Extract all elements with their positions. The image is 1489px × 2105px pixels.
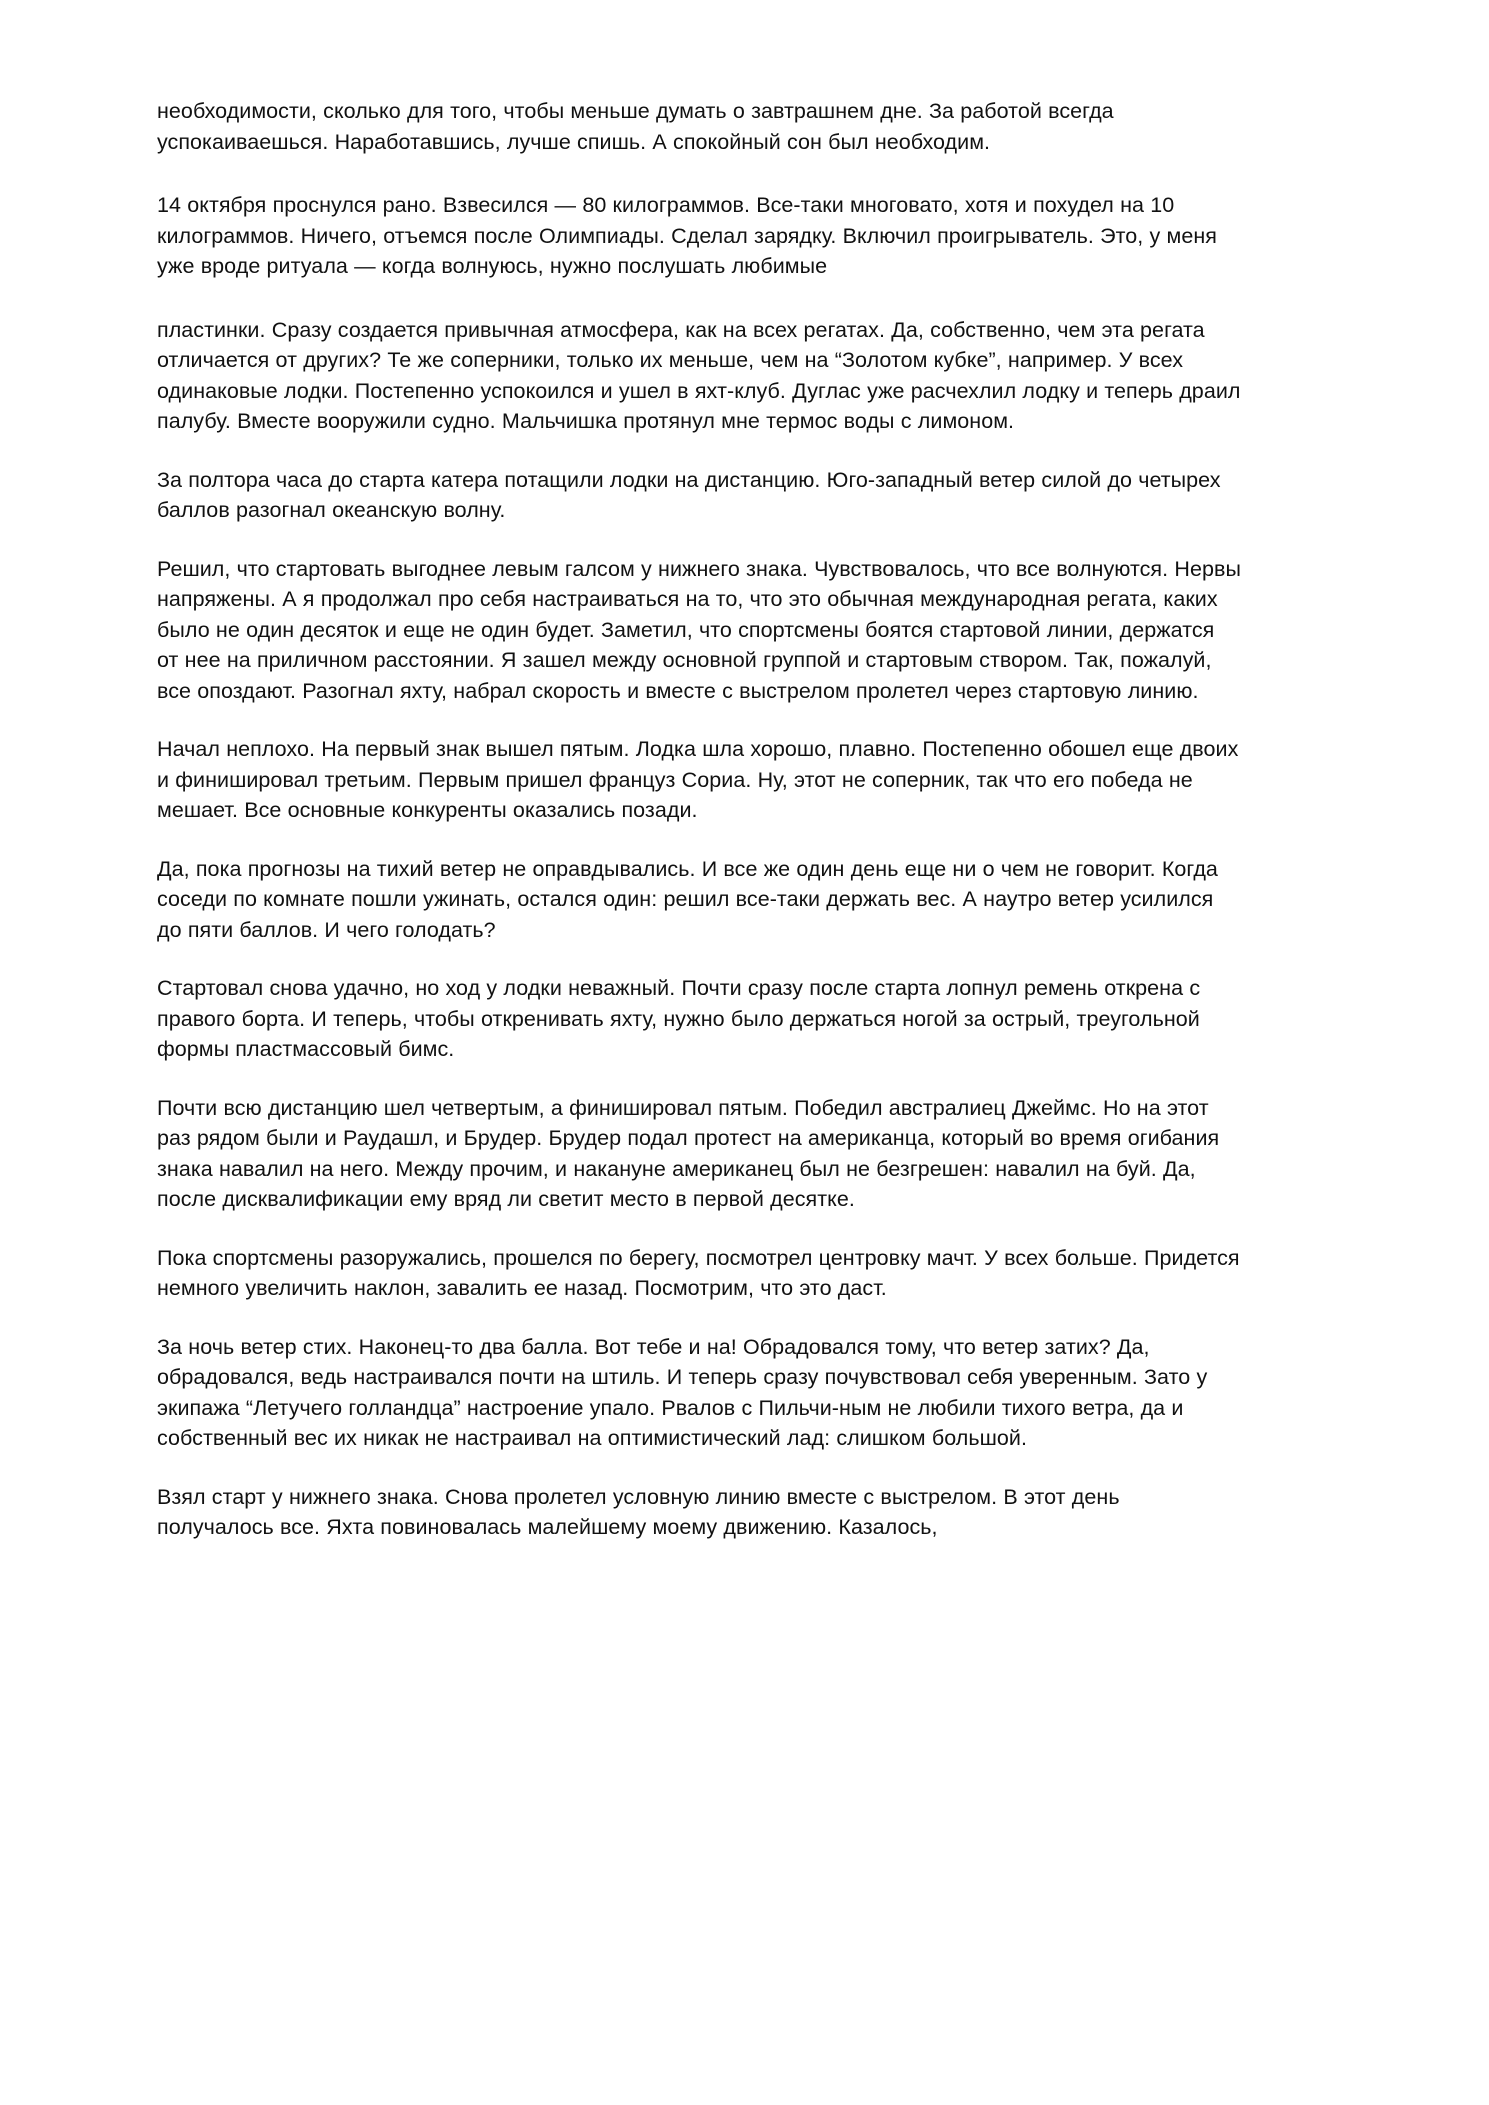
paragraph-7: Да, пока прогнозы на тихий ветер не оправдывались. И все же один день еще ни о чем не говорит. Когда соседи по комнате пошли ужинать, остался один: решил все-таки держать вес. А наутро ветер усилился до пяти баллов. И чего голодать?: [157, 856, 1218, 942]
paragraph-11: За ночь ветер стих. Наконец-то два балла. Вот тебе и на! Обрадовался тому, что ветер затих? Да, обрадовался, ведь настраивался почти на штиль. И теперь сразу почувствовал себя уверенным. Зато у экипажа “Летучего голландца” настроение упало. Рвалов с Пильчи-ным не любили тихого ветра, да и собственный вес их никак не настраивал на оптимистический лад: слишком большой.: [157, 1334, 1208, 1450]
paragraph-2: 14 октября проснулся рано. Взвесился — 80 килограммов. Все-таки многовато, хотя и похудел на 10 килограммов. Ничего, отъемся после Олимпиады. Сделал зарядку. Включил проигрыватель. Это, у меня уже вроде ритуала — когда волнуюсь, нужно послушать любимые: [157, 193, 1217, 278]
paragraph-5: Решил, что стартовать выгоднее левым галсом у нижнего знака. Чувствовалось, что все волнуются. Нервы напряжены. А я продолжал про себя настраиваться на то, что это обычная международная регата, каких было не один десяток и еще не один будет. Заметил, что спортсмены боятся стартовой линии, держатся от нее на приличном расстоянии. Я зашел между основной группой и стартовым створом. Так, пожалуй, все опоздают. Разогнал яхту, набрал скорость и вместе с выстрелом пролетел через стартовую линию.: [157, 556, 1241, 703]
paragraph-8: Стартовал снова удачно, но ход у лодки неважный. Почти сразу после старта лопнул ремень откренa с правого борта. И теперь, чтобы откренивать яхту, нужно было держаться ногой за острый, треугольной формы пластмассовый бимс.: [157, 976, 1201, 1061]
paragraph-3: пластинки. Сразу создается привычная атмосфера, как на всех регатах. Да, собственно, чем эта регата отличается от других? Те же соперники, только их меньше, чем на “Золотом кубке”, например. У всех одинаковые лодки. Постепенно успокоился и ушел в яхт-клуб. Дуглас уже расчехлил лодку и теперь драил палубу. Вместе вооружили судно. Мальчишка протянул мне термос воды с лимоном.: [157, 317, 1241, 433]
paragraph-12: Взял старт у нижнего знака. Снова пролетел условную линию вместе с выстрелом. В этот день получалось все. Яхта повиновалась малейшему моему движению. Казалось,: [157, 1484, 1120, 1539]
paragraph-6: Начал неплохо. На первый знак вышел пятым. Лодка шла хорошо, плавно. Постепенно обошел еще двоих и финишировал третьим. Первым пришел француз Сориа. Ну, этот не соперник, так что его победа не мешает. Все основные конкуренты оказались позади.: [157, 737, 1239, 822]
text-column: [157, 96, 1242, 1543]
paragraph-9: Почти всю дистанцию шел четвертым, а финишировал пятым. Победил австралиец Джеймс. Но на этот раз рядом были и Раудашл, и Брудер. Брудер подал протест на американца, который во время огибания знака навалил на него. Между прочим, и накануне американец был не безгрешен: навалил на буй. Да, после дисквалификации ему вряд ли светит место в первой десятке.: [157, 1095, 1220, 1211]
paragraph-10: Пока спортсмены разоружались, прошелся по берегу, посмотрел центровку мачт. У всех больше. Придется немного увеличить наклон, завалить ее назад. Посмотрим, что это даст.: [157, 1245, 1240, 1300]
paragraph-1: необходимости, сколько для того, чтобы меньше думать о завтрашнем дне. За работой всегда успокаиваешься. Наработавшись, лучше спишь. А спокойный сон был необходим.: [157, 99, 1114, 154]
paragraph-4: За полтора часа до старта катера потащили лодки на дистанцию. Юго-западный ветер силой до четырех баллов разогнал океанскую волну.: [157, 467, 1221, 522]
